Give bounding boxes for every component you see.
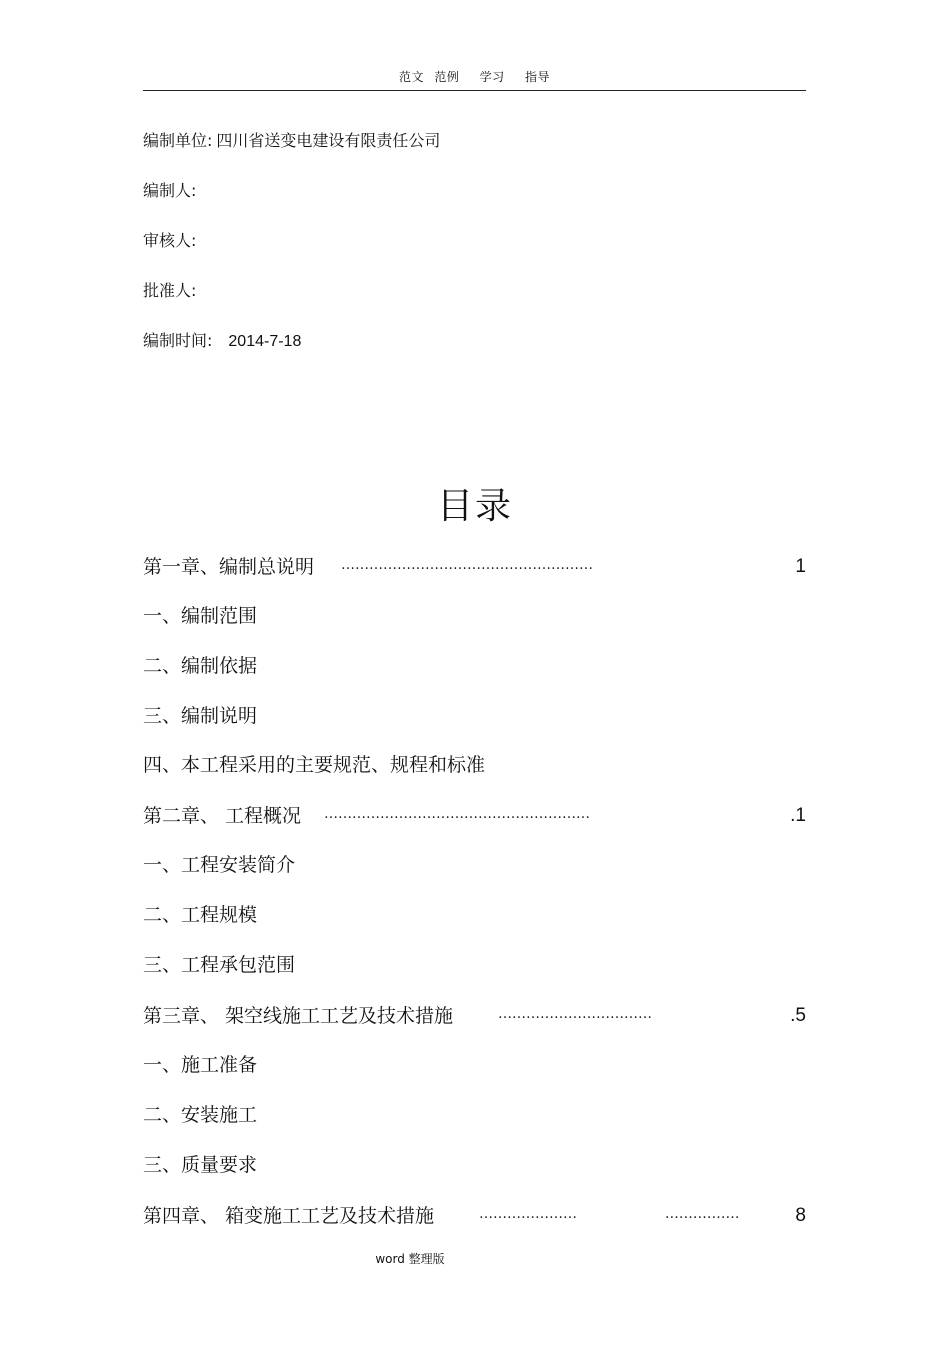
- toc-label: 二、工程规模: [143, 904, 258, 926]
- header-text-a: 范文: [398, 70, 424, 84]
- toc-label: 二、安装施工: [143, 1104, 258, 1126]
- meta-reviewer-label: 审核人:: [143, 231, 197, 250]
- toc-label: 一、工程安装简介: [143, 854, 296, 876]
- toc-page-number: 1: [795, 556, 806, 577]
- toc-title: 目录: [436, 486, 513, 527]
- toc-label: 第一章、编制总说明: [143, 556, 315, 578]
- toc-label: 二、编制依据: [143, 655, 258, 677]
- toc-row-section[interactable]: [143, 603, 806, 629]
- toc-label: 一、编制范围: [143, 605, 258, 627]
- toc-row-section[interactable]: [143, 703, 806, 729]
- meta-date-value: 2014-7-18: [228, 333, 302, 350]
- page-header: [143, 68, 806, 91]
- meta-approver: [143, 281, 196, 301]
- meta-unit: [143, 131, 440, 151]
- meta-date-label: 编制时间:: [143, 331, 213, 350]
- meta-author-label: 编制人:: [143, 181, 197, 200]
- meta-reviewer: [143, 231, 196, 251]
- toc-page-number: .5: [790, 1005, 806, 1026]
- toc-leader-dots: ……………………………: [498, 1006, 652, 1022]
- meta-unit-label: 编制单位:: [143, 131, 213, 150]
- header-text-c: 学习: [479, 70, 505, 84]
- toc-leader-dots: ………………………………………………: [341, 557, 593, 573]
- toc-leader-dots-2: .……………: [665, 1206, 740, 1222]
- toc-row-chapter-2[interactable]: [143, 803, 806, 829]
- toc-row-section[interactable]: [143, 902, 806, 928]
- meta-author: [143, 181, 196, 201]
- page-footer: word 整理版: [375, 1252, 445, 1266]
- toc-row-chapter-3[interactable]: [143, 1003, 806, 1029]
- toc-row-chapter-4[interactable]: [143, 1203, 806, 1229]
- toc-row-section[interactable]: [143, 1102, 806, 1128]
- toc-label: 三、编制说明: [143, 705, 258, 727]
- toc-label: 第二章、 工程概况: [143, 805, 302, 827]
- toc-row-section[interactable]: [143, 852, 806, 878]
- toc-row-section[interactable]: [143, 952, 806, 978]
- toc-row-section[interactable]: [143, 752, 806, 778]
- toc-label: 一、施工准备: [143, 1054, 258, 1076]
- toc-row-section[interactable]: [143, 653, 806, 679]
- meta-unit-value: 四川省送变电建设有限责任公司: [216, 131, 441, 150]
- meta-approver-label: 批准人:: [143, 281, 197, 300]
- toc-row-chapter-1[interactable]: [143, 554, 806, 580]
- toc-label: 三、工程承包范围: [143, 954, 296, 976]
- toc-label: 四、本工程采用的主要规范、规程和标准: [143, 754, 486, 776]
- toc-page-number: 8: [795, 1205, 806, 1226]
- toc-leader-dots: …………………………………………………: [324, 806, 590, 822]
- header-text-b: 范例: [434, 70, 460, 84]
- toc-label: 第四章、 箱变施工工艺及技术措施: [143, 1205, 435, 1227]
- toc-leader-dots: …………………: [479, 1206, 577, 1222]
- toc-row-section[interactable]: [143, 1152, 806, 1178]
- toc-label: 三、质量要求: [143, 1154, 258, 1176]
- toc-label: 第三章、 架空线施工工艺及技术措施: [143, 1005, 454, 1027]
- header-text-d: 指导: [525, 70, 551, 84]
- toc-page-number: .1: [790, 805, 806, 826]
- toc-row-section[interactable]: [143, 1052, 806, 1078]
- meta-date: [143, 331, 301, 352]
